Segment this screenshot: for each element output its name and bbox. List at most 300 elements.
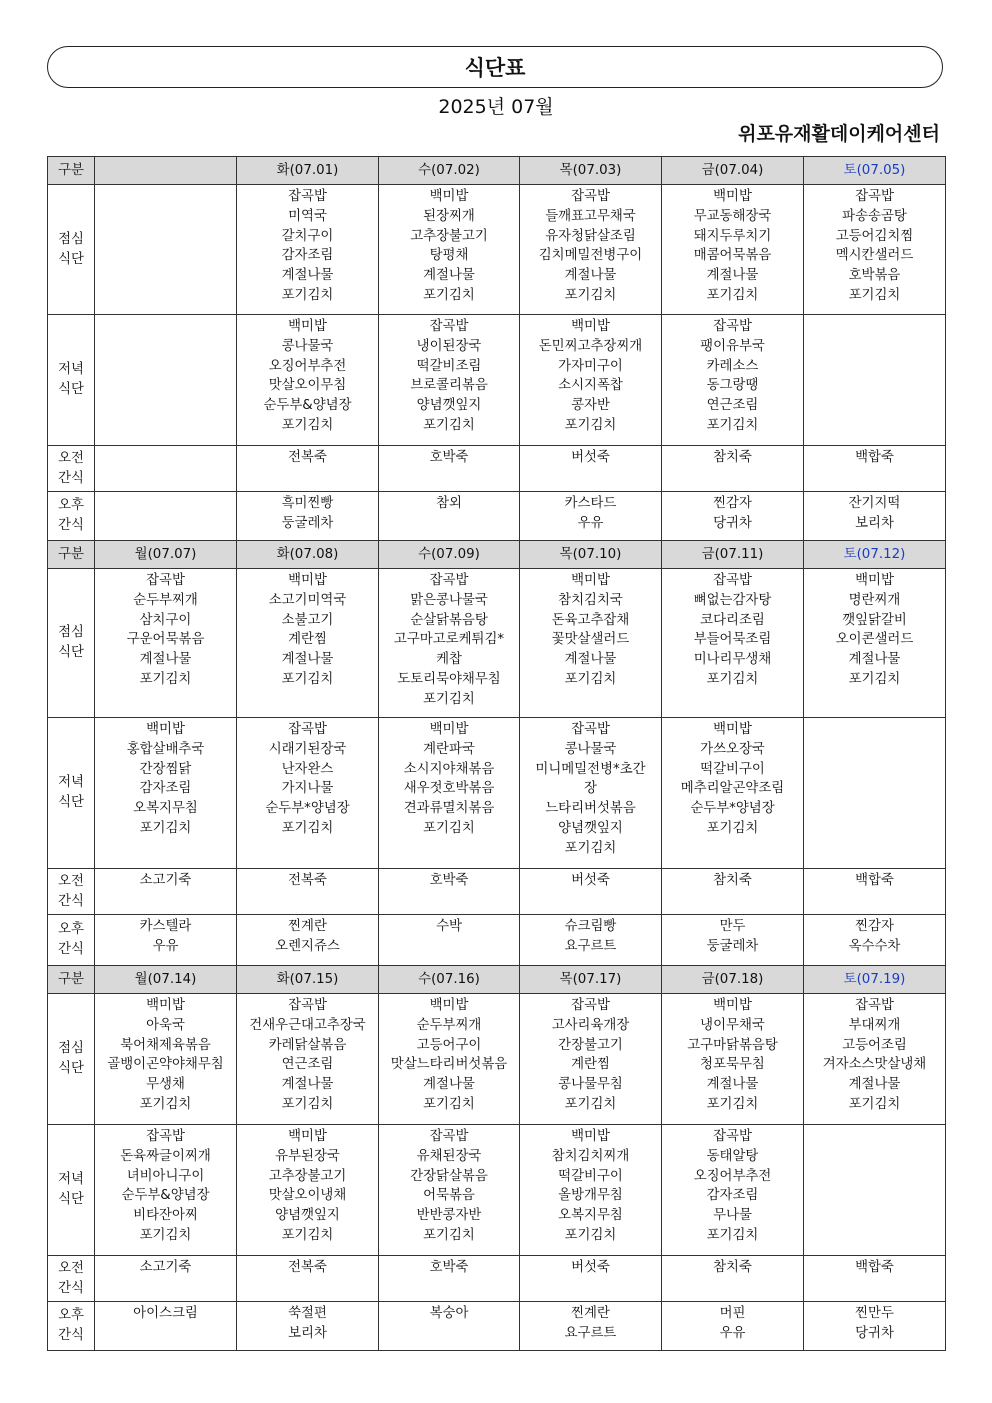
menu-item: 보리차 [855,515,894,531]
day-header-cell: 금(07.04) [662,157,804,185]
row-label-text: 오후 [58,922,84,937]
menu-cell [95,994,237,1125]
day-header-cell: 금(07.18) [662,966,804,994]
row-label-cell [48,1302,95,1351]
row-label-text: 오후 [58,498,84,513]
menu-item: 포기김치 [281,820,334,836]
menu-cell [237,718,379,869]
row-label-cell [48,1256,95,1302]
menu-item: 오복지무침 [133,801,198,817]
menu-item: 메추리알곤약조림 [680,781,785,797]
menu-item: 깻잎닭갈비 [842,612,907,628]
menu-item: 백미밥 [288,573,327,588]
menu-item: 잡곡밥 [571,722,610,737]
menu-item: 잡곡밥 [146,1129,185,1144]
menu-item: 포기김치 [706,1096,759,1112]
row-label-cell [48,869,95,915]
menu-cell [237,492,379,541]
menu-item: 냉이된장국 [416,338,482,354]
header-label-cell: 구분 [48,157,95,185]
menu-item: 매콤어묵볶음 [693,248,772,264]
menu-cell [662,446,804,492]
menu-item: 떡갈비조림 [416,358,482,374]
menu-item: 찐만두 [855,1306,894,1321]
menu-item: 둥굴레차 [281,515,334,531]
menu-cell [379,994,520,1125]
menu-cell [379,869,520,915]
menu-item: 포기김치 [564,417,617,433]
menu-cell [520,315,662,446]
menu-cell [237,915,379,966]
row-label-text: 오후 [58,1308,84,1323]
day-header-cell: 수(07.02) [379,157,520,185]
menu-item: 잡곡밥 [713,573,752,588]
menu-item: 백합죽 [855,450,894,465]
menu-cell [804,569,946,718]
menu-item: 연근조림 [281,1057,334,1073]
am-snack-row [48,446,946,492]
menu-item: 간장찜닭 [139,761,192,777]
menu-item: 미니메밀전병*초간 [535,761,646,777]
month-subtitle: 2025년 07월 [438,96,554,118]
menu-item: 포기김치 [281,417,334,433]
menu-item: 백미밥 [571,319,610,334]
day-header-cell: 월(07.14) [95,966,237,994]
menu-item: 잡곡밥 [288,722,327,737]
menu-item: 미나리무생채 [693,652,772,668]
row-label-cell [48,185,95,315]
menu-item: 계절나물 [706,268,759,284]
menu-item: 버섯죽 [571,1260,610,1275]
menu-item: 비타잔아찌 [133,1208,198,1224]
menu-cell [520,1256,662,1302]
menu-item: 포기김치 [706,671,759,687]
menu-item: 떡갈비구이 [700,761,765,777]
row-label-text: 식단 [58,382,84,397]
menu-cell [237,1125,379,1256]
menu-item: 무나물 [713,1208,752,1224]
row-label-cell [48,1125,95,1256]
lunch-row [48,569,946,718]
meal-plan-table [47,156,946,1351]
menu-item: 맛살오이냉채 [268,1188,347,1204]
row-label-text: 점심 [58,625,84,640]
menu-item: 소시지야채볶음 [403,761,495,777]
row-label-text: 식단 [58,795,84,810]
menu-item: 시래기된장국 [268,741,347,757]
day-header-cell [95,157,237,185]
menu-item: 계절나물 [139,652,192,668]
menu-item: 고등어김치찜 [835,228,914,244]
menu-item: 백미밥 [146,722,185,737]
menu-item: 견과류멸치볶음 [403,801,495,817]
row-label-cell [48,315,95,446]
dinner-row [48,315,946,446]
menu-item: 전복죽 [288,1260,327,1275]
menu-item: 떡갈비구이 [558,1168,623,1184]
menu-item: 올방개무침 [558,1188,623,1204]
menu-item: 삼치구이 [139,612,192,628]
menu-item: 고구마닭볶음탕 [687,1037,778,1053]
menu-item: 참치김치찌개 [551,1148,630,1164]
menu-item: 겨자소스맛살냉채 [822,1057,927,1073]
menu-cell [237,315,379,446]
menu-item: 맛살느타리버섯볶음 [390,1057,508,1073]
pm-snack-row [48,492,946,541]
row-label-text: 간식 [58,942,84,957]
menu-cell [520,915,662,966]
row-label-text: 점심 [58,231,84,247]
menu-item: 아욱국 [146,1017,185,1033]
day-header-cell: 수(07.09) [379,541,520,569]
menu-item: 꽃맛살샐러드 [551,632,630,648]
menu-cell [237,994,379,1125]
menu-item: 가자미구이 [558,358,623,374]
menu-item: 계절나물 [564,652,617,668]
row-label-cell [48,569,95,718]
menu-item: 반반콩자반 [416,1208,482,1224]
menu-item: 오징어부추전 [693,1168,772,1184]
menu-item: 포기김치 [281,287,334,303]
menu-item: 간장닭살볶음 [410,1168,488,1184]
day-header-cell: 월(07.07) [95,541,237,569]
menu-item: 백합죽 [855,1260,894,1275]
menu-cell [804,994,946,1125]
menu-item: 백미밥 [571,573,610,588]
menu-item: 코다리조림 [700,612,765,628]
menu-item: 돼지두루치기 [693,228,772,244]
menu-item: 보리차 [288,1325,327,1341]
day-header-cell: 토(07.05) [804,157,946,185]
menu-cell [237,569,379,718]
menu-cell [95,569,237,718]
menu-item: 백미밥 [713,998,752,1013]
menu-cell [662,569,804,718]
row-label-text: 식단 [58,1061,84,1076]
menu-cell [379,1256,520,1302]
menu-item: 참치죽 [713,450,752,465]
menu-item: 잡곡밥 [429,1129,469,1144]
menu-cell [237,869,379,915]
menu-item: 된장찌개 [423,208,475,224]
menu-item: 백미밥 [288,319,327,334]
week-header-row [48,157,946,185]
menu-item: 무생채 [146,1077,185,1093]
menu-item: 장 [584,781,597,797]
menu-item: 포기김치 [706,820,759,836]
row-label-text: 간식 [58,1280,84,1296]
menu-item: 아이스크림 [133,1306,198,1321]
menu-cell [520,994,662,1125]
menu-item: 골뱅이곤약야채무침 [107,1057,224,1073]
menu-item: 백미밥 [571,1129,610,1144]
menu-cell [804,869,946,915]
menu-item: 잡곡밥 [288,998,327,1013]
day-header-cell: 목(07.17) [520,966,662,994]
menu-item: 잡곡밥 [571,189,610,204]
menu-item: 전복죽 [288,873,327,888]
row-label-text: 식단 [58,251,84,267]
menu-item: 머핀 [719,1306,746,1321]
menu-item: 계절나물 [706,1077,759,1093]
menu-cell [804,492,946,541]
menu-item: 미역국 [288,208,327,224]
center-name: 위포유재활데이케어센터 [738,123,940,145]
menu-item: 맛살오이무침 [268,378,347,394]
menu-item: 청포묵무침 [700,1057,765,1073]
menu-cell [95,446,237,492]
menu-item: 포기김치 [423,691,475,707]
menu-item: 소고기죽 [139,873,192,888]
menu-item: 명란찌개 [848,592,901,608]
menu-item: 계란파국 [423,741,475,757]
lunch-row [48,994,946,1125]
menu-item: 가지나물 [281,781,334,797]
menu-item: 잡곡밥 [855,189,894,204]
menu-item: 고사리육개장 [551,1017,630,1033]
menu-item: 소고기죽 [139,1260,192,1275]
menu-item: 냉이무채국 [700,1017,765,1033]
menu-cell [237,446,379,492]
row-label-text: 간식 [58,893,84,909]
menu-cell [379,915,520,966]
menu-item: 맑은콩나물국 [410,592,488,608]
menu-item: 홍합살배추국 [126,741,205,757]
menu-item: 콩나물국 [564,741,617,757]
menu-item: 콩자반 [571,398,610,414]
menu-item: 탕평채 [429,248,469,264]
menu-cell [95,915,237,966]
menu-item: 포기김치 [423,417,475,433]
menu-cell [95,718,237,869]
menu-item: 돈육짜글이찌개 [120,1148,211,1164]
menu-item: 포기김치 [564,287,617,303]
menu-item: 포기김치 [564,671,617,687]
day-header-cell: 화(07.08) [237,541,379,569]
menu-item: 파송송곰탕 [842,208,907,224]
menu-item: 포기김치 [139,820,192,836]
menu-cell [804,1302,946,1351]
menu-cell [379,1125,520,1256]
am-snack-row [48,1256,946,1302]
menu-item: 계절나물 [423,1077,475,1093]
dinner-row [48,1125,946,1256]
menu-cell [95,869,237,915]
menu-item: 참치죽 [713,1260,752,1275]
header-label-cell: 구분 [48,966,95,994]
menu-item: 카스텔라 [139,919,192,934]
menu-item: 카레닭살볶음 [268,1037,347,1053]
menu-item: 오징어부추전 [268,358,347,374]
menu-item: 버섯죽 [571,873,610,888]
menu-item: 호박볶음 [848,268,901,284]
menu-item: 고추장불고기 [268,1168,347,1184]
row-label-cell [48,446,95,492]
menu-item: 호박죽 [429,450,469,465]
menu-item: 오복지무침 [558,1208,623,1224]
menu-item: 찐감자 [855,919,894,934]
row-label-text: 오전 [58,873,84,889]
menu-cell [662,994,804,1125]
day-header-cell: 목(07.03) [520,157,662,185]
menu-item: 포기김치 [423,820,475,836]
menu-item: 계절나물 [281,652,334,668]
menu-item: 고등어조림 [842,1037,907,1053]
menu-cell [662,315,804,446]
menu-item: 건새우근대고추장국 [249,1017,366,1033]
menu-cell [520,869,662,915]
menu-item: 백미밥 [429,722,469,737]
menu-item: 유부된장국 [275,1148,340,1164]
row-label-cell [48,994,95,1125]
menu-item: 오이콘샐러드 [835,632,914,648]
menu-cell [95,185,237,315]
menu-item: 요구르트 [564,1325,617,1341]
menu-item: 포기김치 [423,287,475,303]
menu-cell [520,569,662,718]
menu-item: 포기김치 [848,1096,901,1112]
menu-item: 도토리묵야채무침 [397,671,501,687]
menu-item: 소불고기 [281,612,334,628]
menu-item: 호박죽 [429,1260,469,1275]
menu-item: 계절나물 [281,268,334,284]
menu-item: 순두부찌개 [133,592,198,608]
menu-cell [379,718,520,869]
menu-item: 포기김치 [139,1096,192,1112]
row-label-cell [48,718,95,869]
menu-item: 새우젓호박볶음 [403,781,495,797]
menu-item: 북어채제육볶음 [120,1037,211,1053]
menu-cell [662,718,804,869]
row-label-text: 오전 [58,450,84,466]
menu-item: 잔기지떡 [848,496,901,511]
menu-item: 무교동해장국 [693,208,772,224]
menu-cell [662,915,804,966]
row-label-cell [48,492,95,541]
menu-item: 오렌지쥬스 [275,938,340,954]
menu-item: 순두부&양념장 [263,398,352,414]
menu-item: 고추장불고기 [410,228,488,244]
menu-cell [662,1256,804,1302]
menu-cell [95,492,237,541]
menu-item: 계절나물 [564,268,617,284]
menu-item: 백미밥 [713,722,752,737]
menu-cell [520,492,662,541]
day-header-cell: 목(07.10) [520,541,662,569]
menu-item: 가쓰오장국 [700,741,765,757]
menu-item: 포기김치 [564,840,617,856]
menu-item: 버섯죽 [571,450,610,465]
header-label-cell: 구분 [48,541,95,569]
row-label-text: 저녁 [58,775,84,790]
menu-item: 계란찜 [571,1057,610,1073]
menu-cell [95,1302,237,1351]
page-title: 식단표 [47,46,943,88]
menu-item: 잡곡밥 [571,998,610,1013]
menu-item: 어묵볶음 [423,1188,475,1204]
menu-item: 참치죽 [713,873,752,888]
day-header-cell: 금(07.11) [662,541,804,569]
menu-cell [95,315,237,446]
menu-item: 백미밥 [713,189,752,204]
menu-cell [520,1302,662,1351]
menu-item: 백미밥 [429,998,469,1013]
menu-item: 계란찜 [288,632,327,648]
menu-item: 만두 [719,919,746,934]
menu-item: 포기김치 [423,1227,475,1243]
menu-cell [520,718,662,869]
menu-item: 양념깻잎지 [275,1208,340,1224]
menu-item: 순두부&양념장 [121,1188,210,1204]
menu-item: 포기김치 [848,671,901,687]
menu-cell [379,315,520,446]
menu-item: 양념깻잎지 [416,398,482,414]
menu-item: 참외 [436,496,462,511]
menu-cell [662,869,804,915]
week-header-row [48,541,946,569]
row-label-text: 식단 [58,645,84,660]
menu-item: 요구르트 [564,938,617,954]
menu-item: 느타리버섯볶음 [545,801,636,817]
menu-item: 전복죽 [288,450,327,465]
menu-item: 소고기미역국 [268,592,347,608]
menu-item: 찐계란 [288,919,327,934]
row-label-text: 식단 [58,1192,84,1207]
menu-item: 고등어구이 [416,1037,482,1053]
dinner-row [48,718,946,869]
day-header-cell: 토(07.12) [804,541,946,569]
menu-item: 감자조림 [281,248,334,264]
menu-item: 부대찌개 [848,1017,901,1033]
menu-item: 콩나물국 [281,338,334,354]
menu-item: 녀비아니구이 [126,1168,205,1184]
lunch-row [48,185,946,315]
menu-item: 팽이유부국 [700,338,765,354]
menu-item: 포기김치 [564,1096,617,1112]
menu-item: 잡곡밥 [429,573,469,588]
menu-item: 간장불고기 [558,1037,623,1053]
menu-item: 백미밥 [855,573,894,588]
menu-cell [379,446,520,492]
menu-cell [95,1125,237,1256]
menu-item: 김치메밀전병구이 [538,248,643,264]
menu-item: 잡곡밥 [855,998,894,1013]
menu-item: 뼈없는감자탕 [693,592,772,608]
menu-item: 찐계란 [571,1306,610,1321]
menu-item: 갈치구이 [281,228,334,244]
menu-cell [520,185,662,315]
row-label-text: 간식 [58,518,84,533]
menu-item: 잡곡밥 [146,573,185,588]
menu-cell [237,185,379,315]
menu-item: 포기김치 [706,1227,759,1243]
menu-item: 포기김치 [281,671,334,687]
menu-item: 연근조림 [706,398,759,414]
menu-item: 유자청닭살조림 [545,228,636,244]
menu-item: 잡곡밥 [713,1129,752,1144]
menu-cell [520,1125,662,1256]
menu-item: 포기김치 [848,287,901,303]
menu-cell [237,1302,379,1351]
menu-item: 포기김치 [281,1227,334,1243]
menu-item: 복숭아 [429,1306,469,1321]
menu-item: 돈육고추잡채 [551,612,630,628]
menu-item: 고구마고로케튀김* [393,632,505,648]
menu-item: 우유 [719,1325,746,1341]
menu-item: 포기김치 [706,287,759,303]
menu-item: 돈민찌고추장찌개 [538,338,643,354]
menu-item: 동그랑땡 [706,378,759,394]
